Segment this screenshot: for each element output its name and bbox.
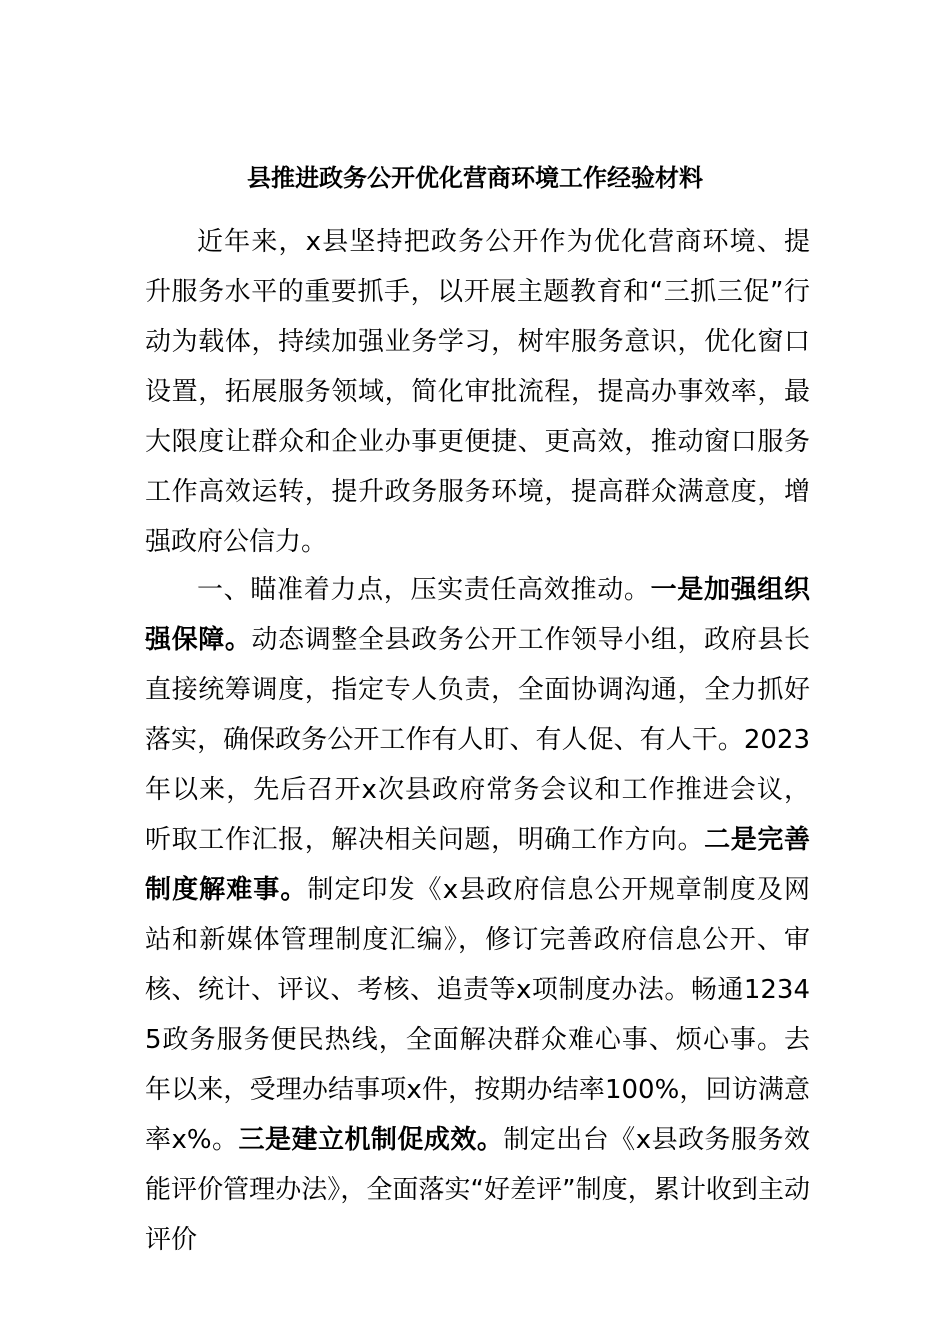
point-three-title: 三是建立机制促成效。 bbox=[238, 1125, 504, 1155]
document-title: 县推进政务公开优化营商环境工作经验材料 bbox=[247, 164, 703, 192]
point-three-text: 制定出台《x县政务服务效能评价管理办法》，全面落实“好差评”制度，累计收到主动评价 bbox=[145, 1125, 810, 1255]
point-one-title: 一是加强组织强保障。 bbox=[145, 575, 810, 655]
point-two-title: 二是完善制度解难事。 bbox=[145, 825, 810, 905]
section-one-paragraph bbox=[145, 565, 810, 1265]
intro-paragraph: 近年来，x县坚持把政务公开作为优化营商环境、提升服务水平的重要抓手，以开展主题教育和“三抓三促”行动为载体，持续加强业务学习，树牢服务意识，优化窗口设置，拓展服务领域，简化审批流程，提高办事效率，最大限度让群众和企业办事更便捷、更高效，推动窗口服务工作高效运转，提升政务服务环境，提高群众满意度，增强政府公信力。 bbox=[145, 227, 810, 557]
point-one-text: 动态调整全县政务公开工作领导小组，政府县长直接统筹调度，指定专人负责，全面协调沟通，全力抓好落实，确保政务公开工作有人盯、有人促、有人干。2023年以来，先后召开x次县政府常务会议和工作推进会议，听取工作汇报，解决相关问题，明确工作方向。 bbox=[145, 625, 810, 855]
section-one-heading: 一、瞄准着力点，压实责任高效推动。 bbox=[197, 575, 651, 605]
point-two-text: 制定印发《x县政府信息公开规章制度及网站和新媒体管理制度汇编》，修订完善政府信息公开、审核、统计、评议、考核、追责等x项制度办法。畅通12345政务服务便民热线，全面解决群众难心事、烦心事。去年以来，受理办结事项x件，按期办结率100%，回访满意率x%。 bbox=[145, 875, 810, 1155]
